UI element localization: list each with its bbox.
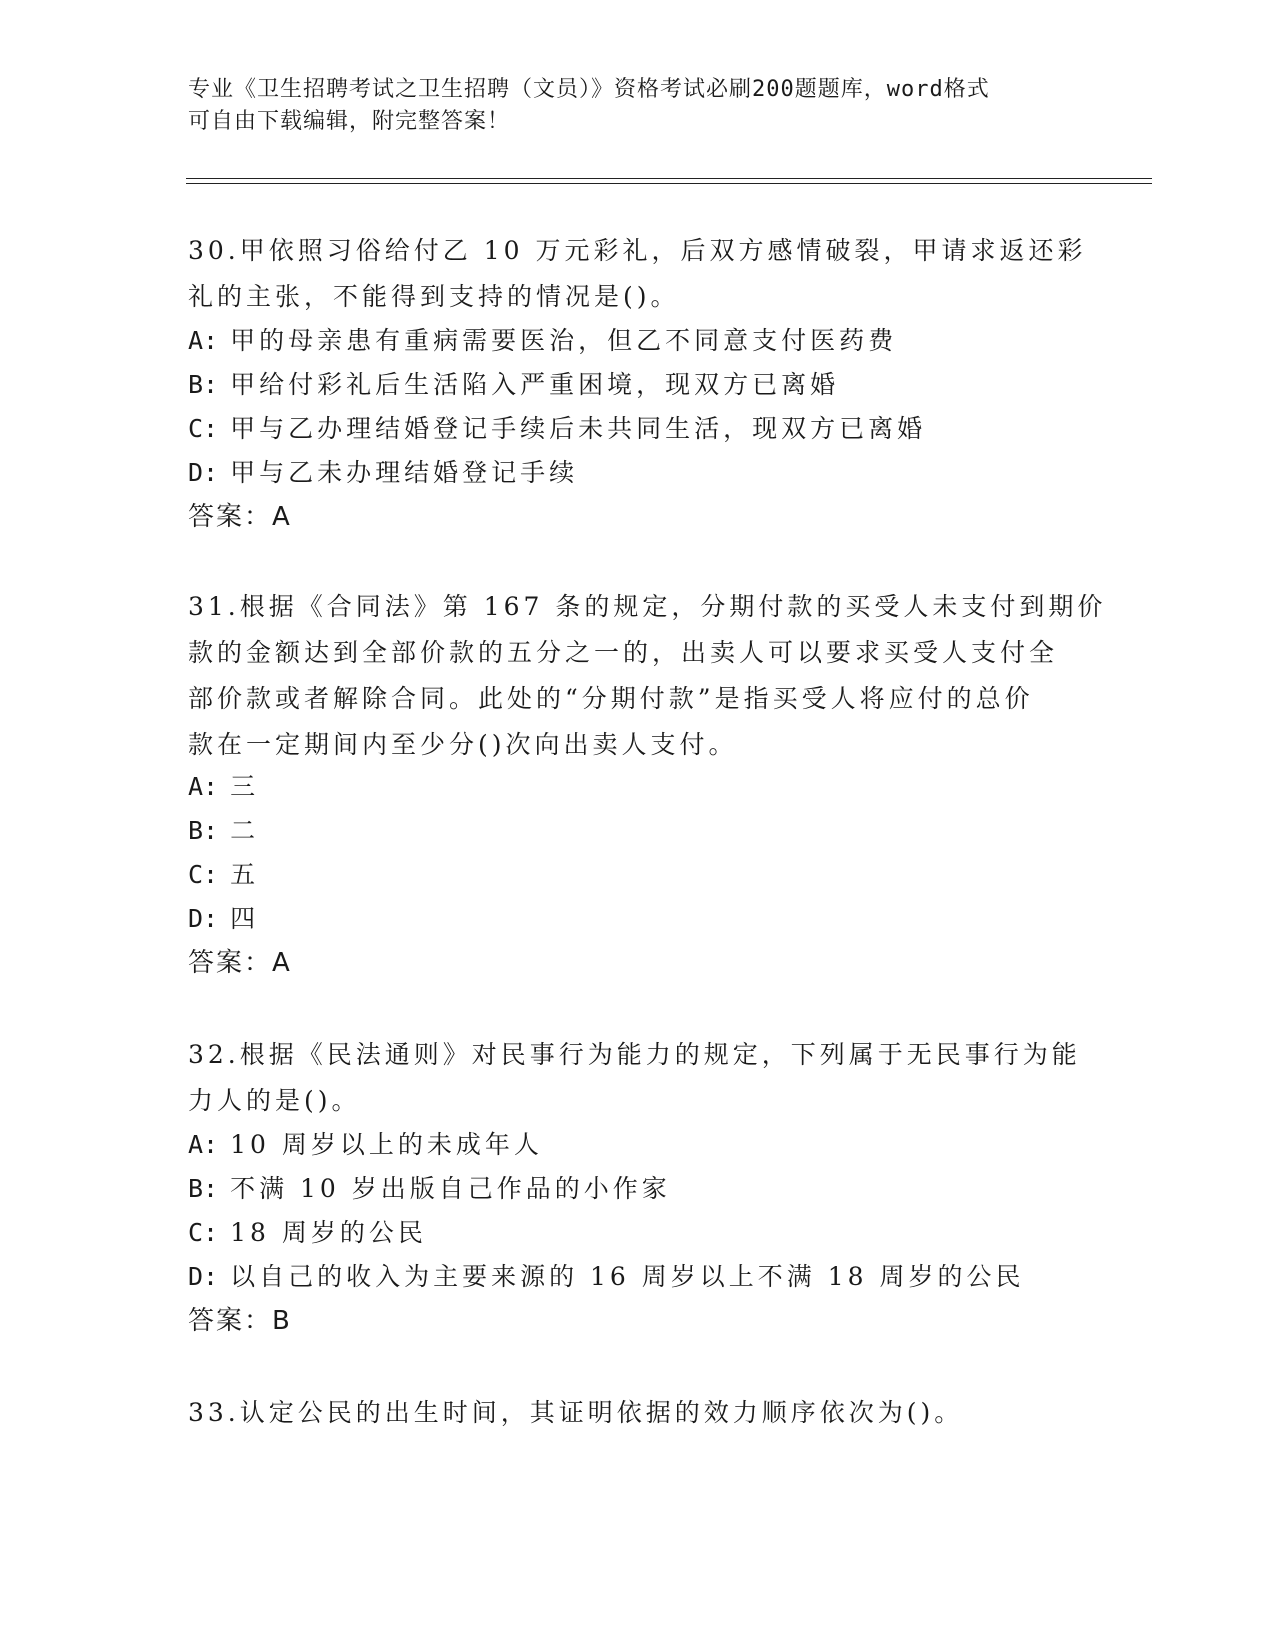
- question-line: 款的金额达到全部价款的五分之一的，出卖人可以要求买受人支付全: [188, 638, 1059, 667]
- option-letter: D:: [188, 458, 219, 487]
- option-text: 不满 10 岁出版自己作品的小作家: [230, 1174, 671, 1203]
- option-text: 五: [230, 860, 260, 889]
- question-line: 款在一定期间内至少分()次向出卖人支付。: [188, 730, 738, 759]
- question-31-text: [188, 584, 1107, 768]
- option-letter: A:: [188, 326, 219, 355]
- option-text: 18 周岁的公民: [230, 1218, 427, 1247]
- question-line: 礼的主张，不能得到支持的情况是()。: [188, 282, 680, 311]
- option-letter: B:: [188, 816, 219, 845]
- option-text: 甲与乙办理结婚登记手续后未共同生活，现双方已离婚: [230, 414, 927, 443]
- question-line: 部价款或者解除合同。此处的“分期付款”是指买受人将应付的总价: [188, 684, 1034, 713]
- option-letter: A:: [188, 772, 219, 801]
- document-header: [188, 74, 1088, 138]
- question-30-option-a: [188, 318, 897, 364]
- question-31-option-b: [188, 808, 259, 854]
- option-letter: C:: [188, 860, 219, 889]
- option-text: 10 周岁以上的未成年人: [230, 1130, 543, 1159]
- option-text: 甲给付彩礼后生活陷入严重困境，现双方已离婚: [230, 370, 840, 399]
- option-text: 甲的母亲患有重病需要医治，但乙不同意支付医药费: [230, 326, 898, 355]
- question-32-option-b: [188, 1166, 671, 1212]
- question-30-option-c: [188, 406, 926, 452]
- option-text: 三: [230, 772, 260, 801]
- question-32-text: [188, 1032, 1088, 1124]
- option-text: 甲与乙未办理结婚登记手续: [230, 458, 579, 487]
- question-30-text: [188, 228, 1088, 320]
- option-letter: A:: [188, 1130, 219, 1159]
- option-text: 四: [230, 904, 260, 933]
- header-line-2: 可自由下载编辑，附完整答案！: [188, 109, 511, 134]
- option-text: 以自己的收入为主要来源的 16 周岁以上不满 18 周岁的公民: [230, 1262, 1025, 1291]
- header-divider-bottom: [186, 183, 1152, 184]
- question-32-answer: 答案：B: [188, 1306, 292, 1336]
- option-letter: D:: [188, 904, 219, 933]
- question-30-option-d: [188, 450, 578, 496]
- question-32-option-a: [188, 1122, 543, 1168]
- question-line: 力人的是()。: [188, 1086, 361, 1115]
- header-line-1: 专业《卫生招聘考试之卫生招聘（文员）》资格考试必刷200题题库，word格式: [188, 77, 990, 102]
- option-text: 二: [230, 816, 260, 845]
- option-letter: D:: [188, 1262, 219, 1291]
- question-31-option-c: [188, 852, 259, 898]
- question-30-answer: 答案：A: [188, 502, 292, 532]
- question-33-text: [188, 1390, 1088, 1436]
- option-letter: C:: [188, 414, 219, 443]
- question-31-answer: 答案：A: [188, 948, 292, 978]
- question-line: 31.根据《合同法》第 167 条的规定，分期付款的买受人未支付到期价: [188, 592, 1107, 621]
- option-letter: B:: [188, 370, 219, 399]
- option-letter: B:: [188, 1174, 219, 1203]
- option-letter: C:: [188, 1218, 219, 1247]
- header-divider-top: [186, 178, 1152, 179]
- question-32-option-c: [188, 1210, 427, 1256]
- question-31-option-d: [188, 896, 259, 942]
- question-31-option-a: [188, 764, 259, 810]
- question-30-option-b: [188, 362, 839, 408]
- question-line: 30.甲依照习俗给付乙 10 万元彩礼，后双方感情破裂，甲请求返还彩: [188, 236, 1087, 265]
- question-line: 32.根据《民法通则》对民事行为能力的规定，下列属于无民事行为能: [188, 1040, 1081, 1069]
- question-line: 33.认定公民的出生时间，其证明依据的效力顺序依次为()。: [188, 1398, 964, 1427]
- question-32-option-d: [188, 1254, 1024, 1300]
